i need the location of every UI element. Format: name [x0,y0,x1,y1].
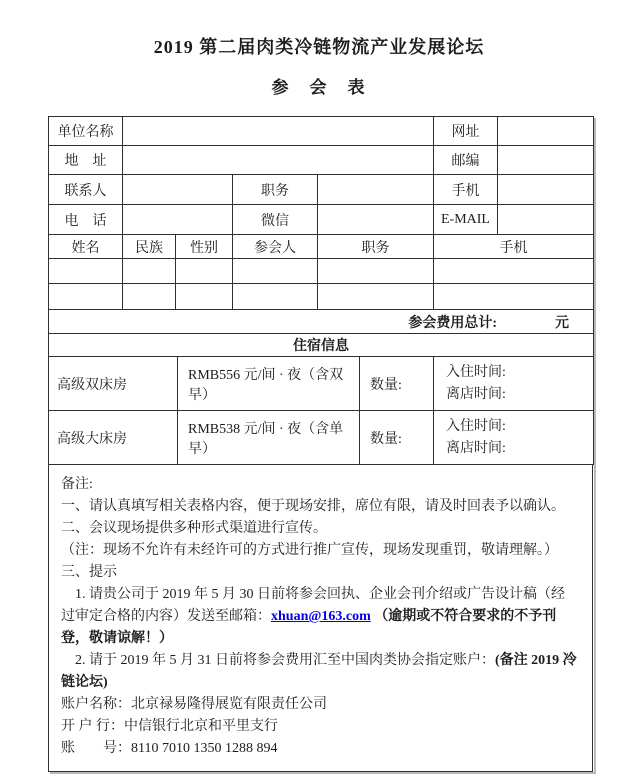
website-label: 网址 [434,117,498,146]
row-phone [49,205,594,235]
phone-value-cell[interactable] [123,205,233,235]
participants-header-position: 职务 [318,235,434,259]
participants-header-mobile: 手机 [434,235,594,259]
checkout-label: 离店时间: [446,440,506,456]
position-label: 职务 [233,175,318,205]
participants-header-row [49,235,594,259]
info-table [48,116,594,357]
participant-mobile-cell[interactable] [434,259,594,284]
bank-branch-line: 开 户 行：中信银行北京和平里支行 [61,719,278,734]
account-name-line: 账户名称：北京禄易隆得展览有限责任公司 [61,697,327,712]
row-company [49,117,594,146]
note-item-2: 二、会议现场提供多种形式渠道进行宣传。 [61,521,327,536]
tip-1-bold-note: （逾期或不符合要求的不予刊登，敬请谅解！） [61,609,557,646]
room-price: RMB556 元/间 · 夜（含双早） [178,357,360,411]
wechat-value-cell[interactable] [318,205,434,235]
participant-gender-cell[interactable] [176,284,233,310]
mobile-value-cell[interactable] [498,175,594,205]
room-type: 高级大床房 [49,411,178,465]
lodging-section-row [49,334,594,357]
hotel-row-twin [49,357,594,411]
zip-value-cell[interactable] [498,146,594,175]
notes-heading: 备注: [61,477,93,492]
page-title: 2019 第二届肉类冷链物流产业发展论坛 [153,37,485,57]
room-dates-cell[interactable] [434,357,594,411]
participant-name-cell[interactable] [49,284,123,310]
email-value-cell[interactable] [498,205,594,235]
position-value-cell[interactable] [318,175,434,205]
participant-name-cell[interactable] [49,259,123,284]
notes-section [48,465,593,772]
participant-row [49,284,594,310]
lodging-section-title: 住宿信息 [49,334,594,357]
participant-position-cell[interactable] [318,284,434,310]
address-value-cell[interactable] [123,146,434,175]
participant-gender-cell[interactable] [176,259,233,284]
note-item-1: 一、请认真填写相关表格内容，便于现场安排，席位有限，请及时回表予以确认。 [61,499,565,514]
room-quantity-cell[interactable]: 数量: [360,357,434,411]
room-dates-cell[interactable] [434,411,594,465]
participants-header-gender: 性别 [176,235,233,259]
account-number-line: 账 号：8110 7010 1350 1288 894 [61,741,278,756]
form-table [48,116,594,772]
zip-label: 邮编 [434,146,498,175]
company-label: 单位名称 [49,117,123,146]
note-item-3-heading: 三、提示 [61,565,117,580]
row-contact [49,175,594,205]
fee-total-row [49,310,594,334]
contact-label: 联系人 [49,175,123,205]
email-label: E-MAIL [434,205,498,235]
participant-row [49,259,594,284]
mobile-label: 手机 [434,175,498,205]
tip-2-text: 2. 请于 2019 年 5 月 31 日前将参会费用汇至中国肉类协会指定账户： [75,653,495,668]
company-value-cell[interactable] [123,117,434,146]
room-type: 高级双床房 [49,357,178,411]
participant-ethnicity-cell[interactable] [123,259,176,284]
fee-total-cell[interactable] [49,310,594,334]
hotel-row-king [49,411,594,465]
participants-header-ethnicity: 民族 [123,235,176,259]
participants-header-attendee: 参会人 [233,235,318,259]
participant-position-cell[interactable] [318,259,434,284]
email-link[interactable]: xhuan@163.com [271,609,371,624]
row-address [49,146,594,175]
room-price: RMB538 元/间 · 夜（含单早） [178,411,360,465]
participant-attendee-cell[interactable] [233,284,318,310]
wechat-label: 微信 [233,205,318,235]
fee-unit-label: 元 [555,315,569,331]
phone-label: 电 话 [49,205,123,235]
room-quantity-cell[interactable]: 数量: [360,411,434,465]
tip-1-text: 1. 请贵公司于 2019 年 5 月 30 日前将参会回执、企业会刊介绍或广告设计稿（经过审定合格的内容）发送至邮箱： [61,587,565,624]
checkout-label: 离店时间: [446,386,506,402]
participant-ethnicity-cell[interactable] [123,284,176,310]
tip-2 [61,650,578,694]
tip-1 [61,584,578,650]
participant-mobile-cell[interactable] [434,284,594,310]
contact-value-cell[interactable] [123,175,233,205]
website-value-cell[interactable] [498,117,594,146]
form-subtitle: 参 会 表 [271,78,367,97]
address-label: 地 址 [49,146,123,175]
tip-2-bold-note: (备注 2019 冷链论坛) [61,653,577,690]
fee-total-label: 参会费用总计: [408,315,497,331]
note-item-2-sub: （注：现场不允许有未经许可的方式进行推广宣传，现场发现重罚，敬请理解。） [61,543,558,558]
participant-attendee-cell[interactable] [233,259,318,284]
checkin-label: 入住时间: [446,364,506,380]
hotel-table [48,356,594,465]
checkin-label: 入住时间: [446,418,506,434]
participants-header-name: 姓名 [49,235,123,259]
